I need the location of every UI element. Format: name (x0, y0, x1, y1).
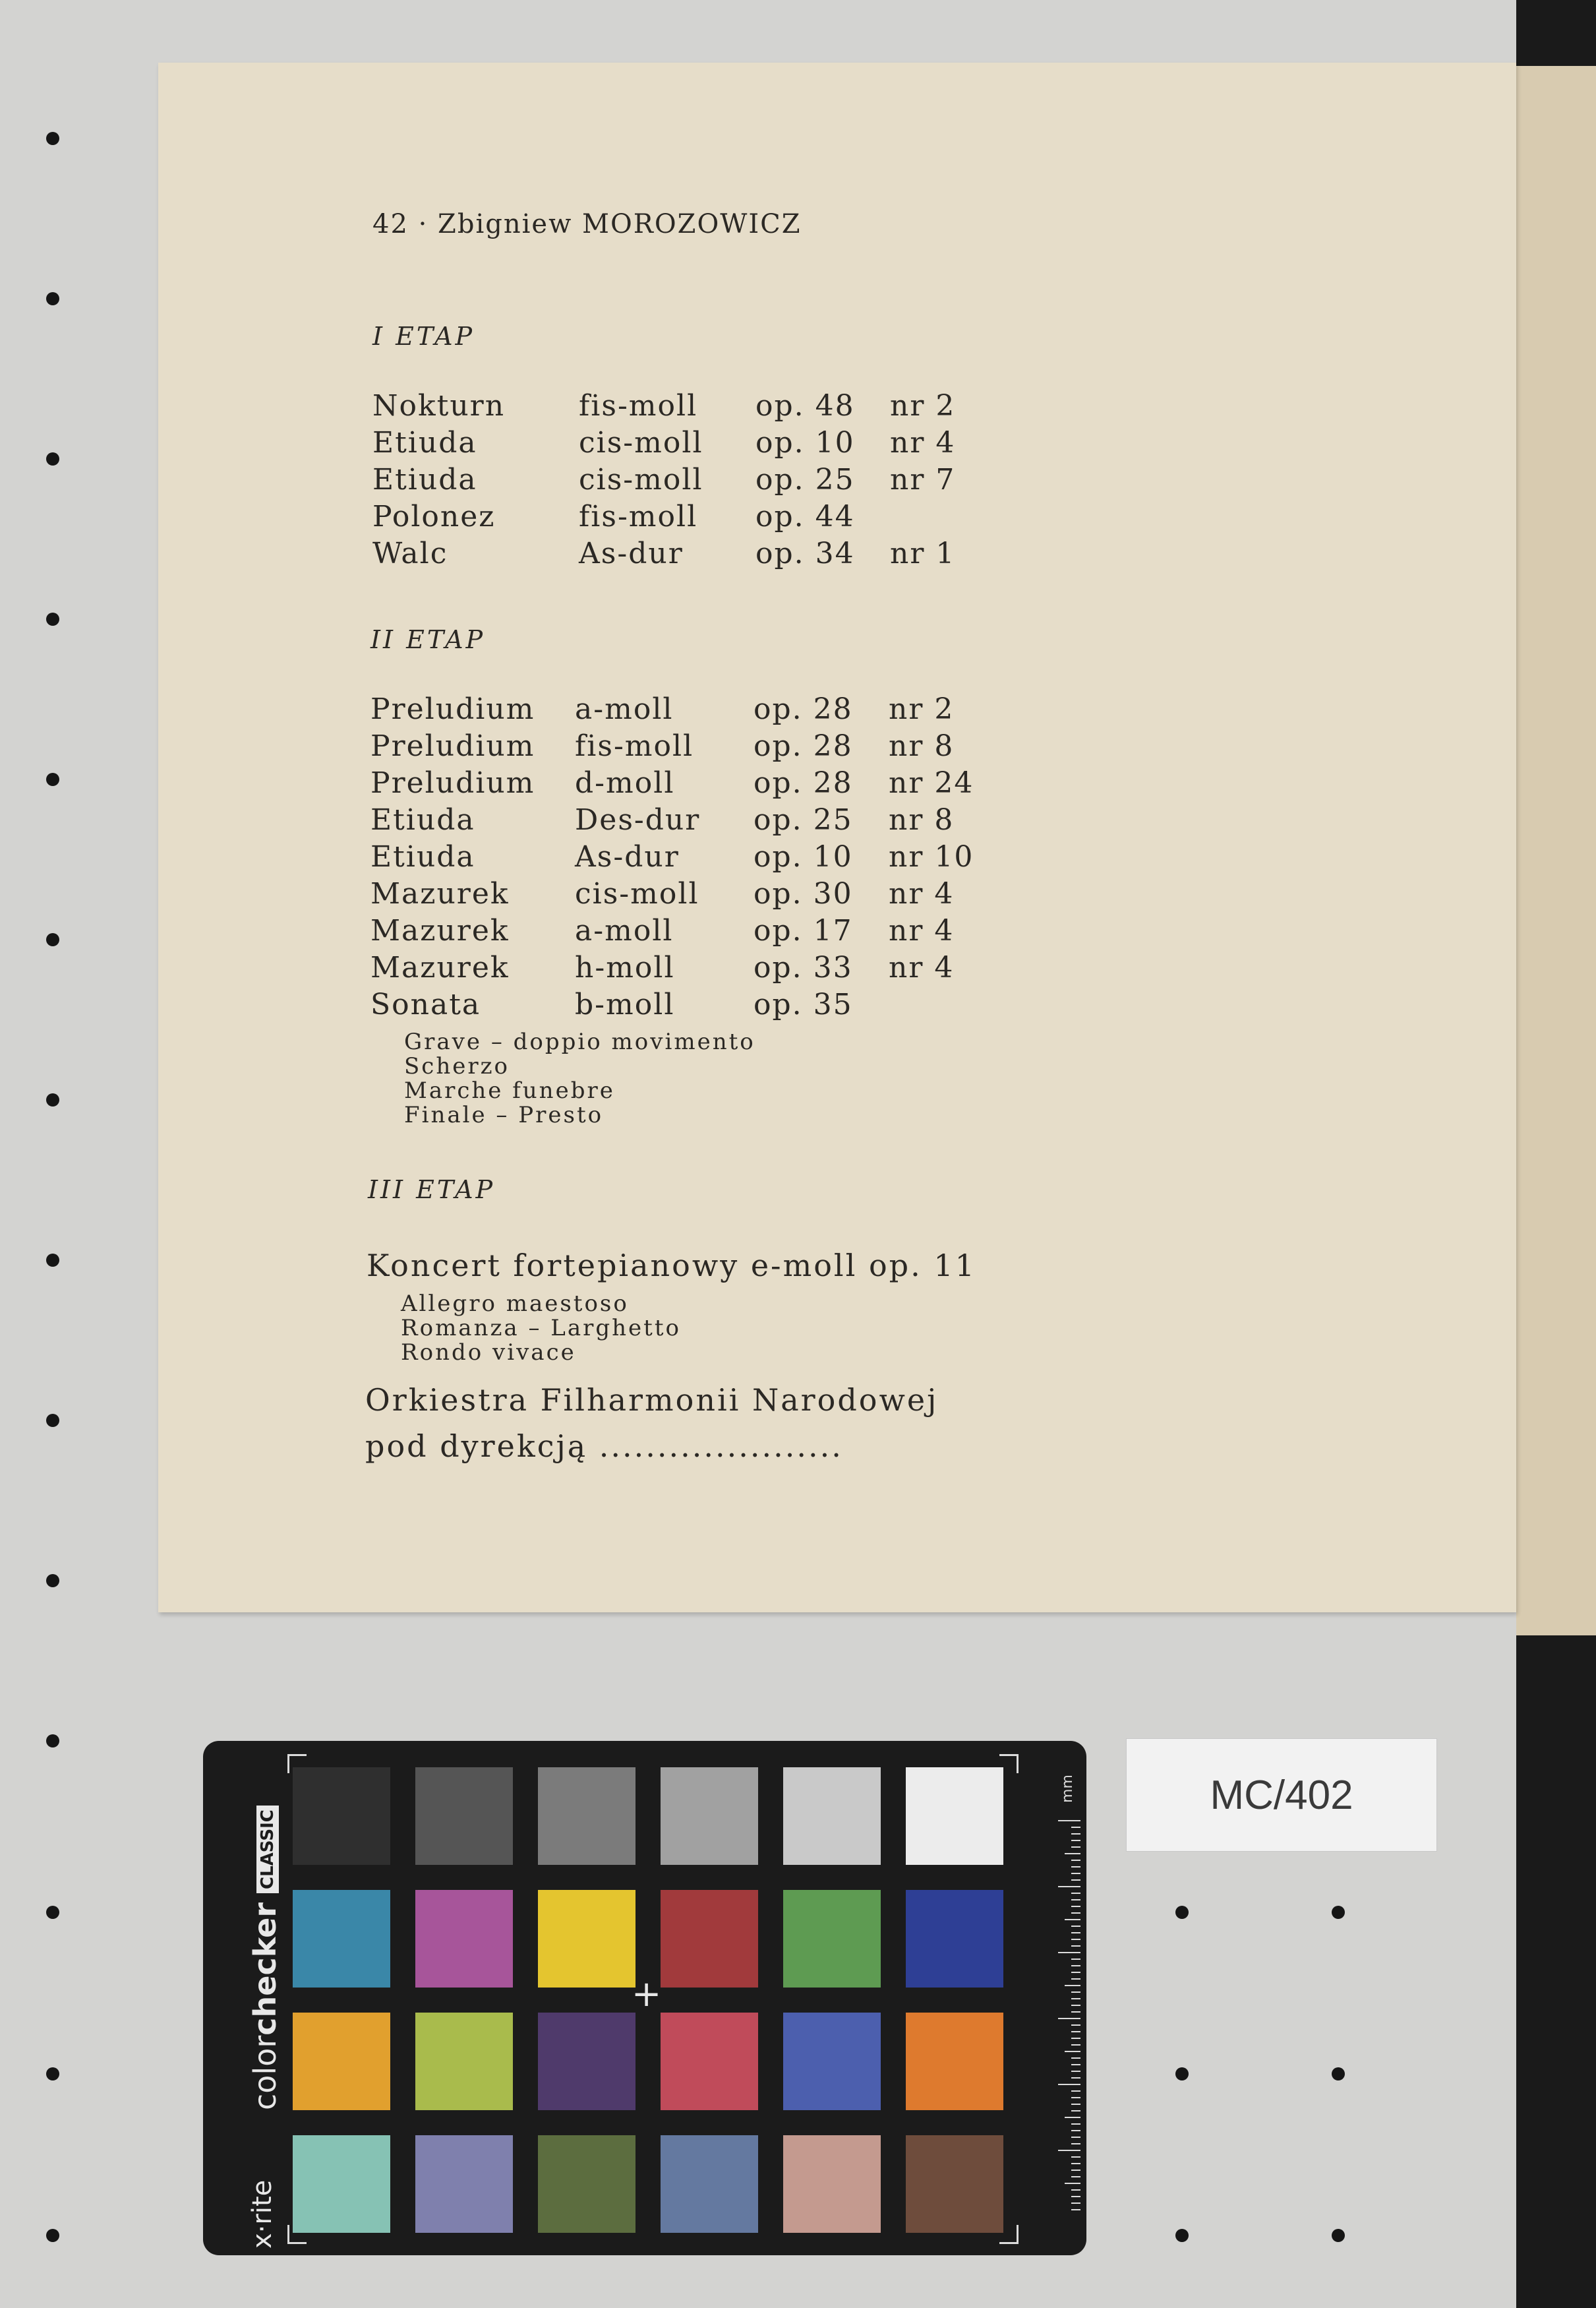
color-swatch (906, 2013, 1003, 2110)
color-swatch (906, 1890, 1003, 1988)
piece-key: cis-moll (575, 877, 699, 911)
color-checker-card (203, 1741, 1086, 2255)
ruler-tick (1071, 1998, 1080, 1999)
color-swatch (661, 1767, 758, 1865)
ruler-tick (1071, 2156, 1080, 2158)
piece-opus: op. 33 (754, 951, 853, 985)
page-header: 42 · Zbigniew MOROZOWICZ (372, 209, 802, 239)
color-swatch (415, 1890, 513, 1988)
ruler-tick (1071, 1965, 1080, 1966)
piece-opus: op. 25 (755, 463, 855, 497)
piece-number: nr 8 (889, 803, 955, 837)
ruler-tick (1065, 2183, 1080, 2184)
ruler-tick (1065, 1985, 1080, 1986)
piece-key: d-moll (575, 766, 675, 800)
ruler-tick (1071, 2104, 1080, 2105)
archive-label: MC/402 (1126, 1738, 1437, 1852)
piece-number: nr 4 (889, 914, 955, 948)
binder-hole (46, 2229, 59, 2242)
ruler-tick (1065, 2051, 1080, 2052)
ruler-tick (1071, 1959, 1080, 1960)
binder-hole (46, 1254, 59, 1267)
piece-name: Nokturn (372, 389, 506, 423)
color-swatch (783, 1890, 881, 1988)
ruler-tick (1071, 2005, 1080, 2006)
piece-opus: op. 28 (754, 692, 853, 726)
ruler-tick (1071, 2163, 1080, 2164)
color-swatch (538, 2013, 635, 2110)
piece-key: fis-moll (579, 389, 698, 423)
ruler-tick (1071, 2044, 1080, 2046)
piece-opus: op. 28 (754, 766, 853, 800)
binder-hole (46, 1574, 59, 1587)
piece-number: nr 4 (889, 951, 955, 985)
ruler-tick (1065, 1919, 1080, 1920)
color-swatch (783, 2135, 881, 2233)
piece-number: nr 1 (890, 537, 956, 570)
ruler-tick (1071, 1833, 1080, 1835)
ruler-tick (1071, 1846, 1080, 1848)
ruler-tick (1065, 1853, 1080, 1854)
color-swatch (906, 1767, 1003, 1865)
color-swatch (538, 1767, 635, 1865)
ruler-tick (1071, 1939, 1080, 1940)
ruler-tick (1071, 1827, 1080, 1828)
stage-2-title: II ETAP (370, 625, 486, 654)
color-swatch (538, 2135, 635, 2233)
concerto-title: Koncert fortepianowy e-moll op. 11 (367, 1248, 976, 1283)
piece-name: Sonata (370, 988, 481, 1021)
ruler-tick (1071, 2170, 1080, 2171)
binder-hole (46, 1734, 59, 1747)
ruler-tick (1071, 1945, 1080, 1947)
ruler-tick (1071, 1866, 1080, 1868)
ruler-tick (1071, 2189, 1080, 2191)
ruler-tick (1071, 2024, 1080, 2026)
piece-opus: op. 44 (755, 500, 855, 533)
ruler-tick (1071, 1926, 1080, 1927)
color-swatch (293, 1767, 390, 1865)
piece-name: Mazurek (370, 951, 510, 985)
piece-key: cis-moll (579, 426, 703, 460)
ruler-tick (1065, 2117, 1080, 2118)
piece-name: Etiuda (372, 426, 477, 460)
book-page (158, 63, 1516, 1612)
piece-name: Mazurek (370, 877, 510, 911)
binder-hole (1332, 1906, 1345, 1919)
binder-hole (46, 132, 59, 145)
piece-opus: op. 10 (754, 840, 853, 874)
ruler-tick (1071, 1873, 1080, 1874)
xrite-logo: x·rite (247, 2179, 278, 2249)
piece-key: As-dur (579, 537, 684, 570)
facing-page-edge (1516, 66, 1596, 1635)
binder-hole (1332, 2229, 1345, 2242)
ruler-tick (1058, 2084, 1080, 2085)
piece-key: h-moll (575, 951, 675, 985)
binder-hole (46, 2067, 59, 2080)
piece-opus: op. 17 (754, 914, 853, 948)
sonata-movement: Scherzo (404, 1053, 510, 1079)
ruler-tick (1071, 2110, 1080, 2111)
ruler-tick (1071, 1978, 1080, 1980)
piece-key: fis-moll (575, 729, 694, 763)
binder-hole (1175, 2067, 1189, 2080)
color-swatch (293, 2013, 390, 2110)
binder-hole (46, 933, 59, 946)
color-swatch (538, 1890, 635, 1988)
stage-1-title: I ETAP (372, 322, 475, 351)
ruler-tick (1071, 2097, 1080, 2098)
piece-opus: op. 25 (754, 803, 853, 837)
ruler-tick (1058, 2018, 1080, 2019)
color-checker-logo: colorcheckerCLASSIC (247, 1806, 283, 2110)
binder-hole (46, 452, 59, 466)
ruler-tick (1071, 1972, 1080, 1973)
binder-hole (46, 1906, 59, 1919)
ruler-tick (1071, 2143, 1080, 2144)
ruler-tick (1071, 2011, 1080, 2013)
piece-key: Des-dur (575, 803, 701, 837)
piece-opus: op. 10 (755, 426, 855, 460)
piece-opus: op. 48 (755, 389, 855, 423)
ruler-tick (1071, 2031, 1080, 2032)
piece-opus: op. 28 (754, 729, 853, 763)
piece-number: nr 4 (889, 877, 955, 911)
ruler-tick (1071, 1991, 1080, 1993)
color-swatch (293, 1890, 390, 1988)
binder-hole (46, 773, 59, 786)
ruler-tick (1071, 1879, 1080, 1881)
binder-hole (46, 1093, 59, 1107)
binder-hole (46, 613, 59, 626)
ruler-tick (1071, 2064, 1080, 2065)
piece-number: nr 2 (889, 692, 955, 726)
piece-number: nr 4 (890, 426, 956, 460)
ruler-tick (1071, 1893, 1080, 1894)
piece-name: Preludium (370, 766, 535, 800)
ruler-tick (1071, 2209, 1080, 2210)
color-swatch (661, 1890, 758, 1988)
binder-hole (1175, 1906, 1189, 1919)
ruler-tick (1071, 2196, 1080, 2197)
piece-opus: op. 35 (754, 988, 853, 1021)
piece-name: Preludium (370, 729, 535, 763)
ruler-tick (1071, 2123, 1080, 2125)
color-swatch (783, 2013, 881, 2110)
orchestra-name: Orkiestra Filharmonii Narodowej (365, 1382, 939, 1418)
color-swatch (906, 2135, 1003, 2233)
ruler-tick (1058, 1886, 1080, 1887)
binder-hole (1175, 2229, 1189, 2242)
concerto-movement: Allegro maestoso (401, 1291, 629, 1317)
piece-opus: op. 30 (754, 877, 853, 911)
ruler-tick (1071, 2077, 1080, 2079)
stage-3-title: III ETAP (368, 1175, 496, 1204)
ruler-tick (1071, 2137, 1080, 2138)
ruler-tick (1071, 2057, 1080, 2059)
ruler-tick (1058, 1820, 1080, 1821)
piece-key: fis-moll (579, 500, 698, 533)
color-swatch (415, 2135, 513, 2233)
piece-name: Etiuda (372, 463, 477, 497)
piece-key: b-moll (575, 988, 675, 1021)
ruler-tick (1058, 1952, 1080, 1953)
concerto-movement: Rondo vivace (401, 1339, 576, 1366)
ruler-tick (1071, 1912, 1080, 1914)
piece-key: a-moll (575, 692, 674, 726)
color-swatch (783, 1767, 881, 1865)
ruler-tick (1071, 2130, 1080, 2131)
ruler-tick (1058, 2150, 1080, 2151)
piece-name: Polonez (372, 500, 496, 533)
piece-key: a-moll (575, 914, 674, 948)
sonata-movement: Finale – Presto (404, 1102, 604, 1128)
piece-name: Mazurek (370, 914, 510, 948)
ruler-tick (1071, 2071, 1080, 2072)
piece-number: nr 8 (889, 729, 955, 763)
crosshair-icon: + (632, 1973, 662, 2015)
piece-key: As-dur (575, 840, 680, 874)
concerto-movement: Romanza – Larghetto (401, 1315, 681, 1341)
piece-name: Etiuda (370, 803, 475, 837)
sonata-movement: Grave – doppio movimento (404, 1029, 755, 1055)
ruler-tick (1071, 2202, 1080, 2204)
piece-name: Preludium (370, 692, 535, 726)
ruler-tick (1071, 2176, 1080, 2177)
ruler-tick (1071, 1899, 1080, 1900)
ruler-tick (1071, 2038, 1080, 2039)
piece-key: cis-moll (579, 463, 703, 497)
piece-opus: op. 34 (755, 537, 855, 570)
ruler-unit: mm (1059, 1775, 1076, 1803)
binder-hole (1332, 2067, 1345, 2080)
sonata-movement: Marche funebre (404, 1078, 615, 1104)
piece-number: nr 7 (890, 463, 956, 497)
color-swatch (661, 2135, 758, 2233)
binder-hole (46, 292, 59, 305)
conductor-line: pod dyrekcją ..................... (365, 1428, 843, 1464)
binder-hole (46, 1414, 59, 1427)
ruler-tick (1071, 1906, 1080, 1907)
mm-ruler (1057, 1820, 1080, 2216)
piece-number: nr 10 (889, 840, 974, 874)
color-swatch (415, 1767, 513, 1865)
ruler-tick (1071, 1932, 1080, 1933)
color-checker-branding (211, 1741, 283, 2255)
ruler-tick (1071, 1860, 1080, 1861)
color-swatch (415, 2013, 513, 2110)
piece-name: Etiuda (370, 840, 475, 874)
color-swatch (661, 2013, 758, 2110)
piece-number: nr 2 (890, 389, 956, 423)
piece-name: Walc (372, 537, 448, 570)
ruler-tick (1071, 1840, 1080, 1841)
piece-number: nr 24 (889, 766, 974, 800)
ruler-tick (1071, 2090, 1080, 2092)
color-swatch (293, 2135, 390, 2233)
